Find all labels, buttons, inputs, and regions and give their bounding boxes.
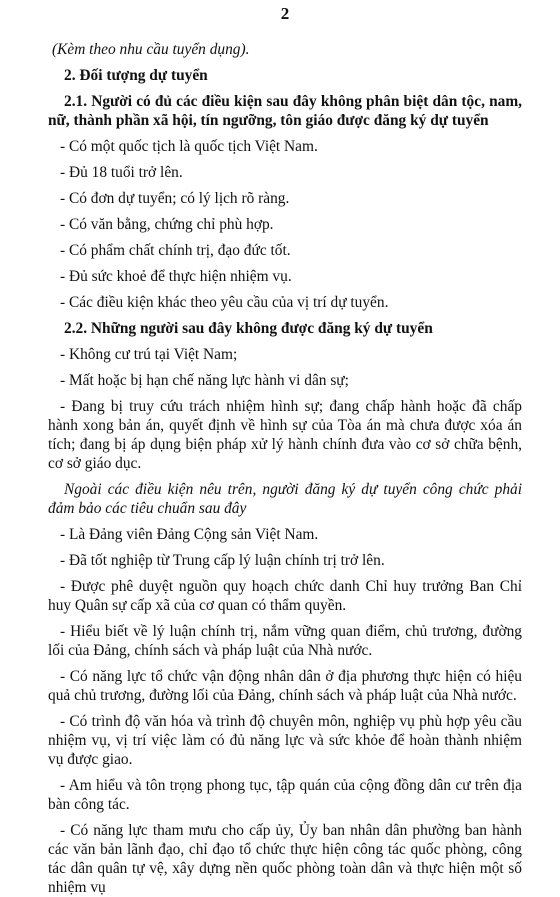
paragraph: Ngoài các điều kiện nêu trên, người đăng ký dự tuyển công chức phải đảm bảo các tiêu chuẩn sau đây: [48, 481, 522, 517]
list-item: - Có phẩm chất chính trị, đạo đức tốt.: [60, 242, 291, 259]
list-item: - Có năng lực tham mưu cho cấp ủy, Ủy ban nhân dân phường ban hành các văn bản lãnh đạo, chỉ đạo tổ chức thực hiện công tác quốc phòng, công tác dân quân tự vệ, xây dựng nền quốc phòng toàn dân và thực hiện một số nhiệm vụ: [48, 822, 522, 896]
list-item: - Có văn bằng, chứng chỉ phù hợp.: [60, 216, 274, 233]
list-item: - Là Đảng viên Đảng Cộng sản Việt Nam.: [60, 526, 319, 543]
subsection-heading: 2.2. Những người sau đây không được đăng ký dự tuyển: [64, 320, 433, 337]
subsection-heading: 2.1. Người có đủ các điều kiện sau đây không phân biệt dân tộc, nam, nữ, thành phần xã hội, tín ngưỡng, tôn giáo được đăng ký dự tuyển: [48, 93, 522, 129]
list-item: - Có đơn dự tuyển; có lý lịch rõ ràng.: [60, 190, 290, 207]
list-item: - Có một quốc tịch là quốc tịch Việt Nam.: [60, 138, 318, 155]
list-item: - Hiểu biết về lý luận chính trị, nắm vững quan điểm, chủ trương, đường lối của Đảng, chính sách và pháp luật của Nhà nước.: [48, 623, 522, 659]
page-number: 2: [280, 4, 290, 23]
list-item: - Đủ 18 tuổi trở lên.: [60, 164, 183, 181]
list-item: - Có năng lực tổ chức vận động nhân dân ở địa phương thực hiện có hiệu quả chủ trương, đường lối của Đảng, chính sách và pháp luật của Nhà nước.: [48, 668, 522, 704]
list-item: - Có trình độ văn hóa và trình độ chuyên môn, nghiệp vụ phù hợp yêu cầu nhiệm vụ, vị trí việc làm có đủ năng lực và sức khỏe để hoàn thành nhiệm vụ được giao.: [48, 713, 522, 768]
list-item: - Đủ sức khoẻ để thực hiện nhiệm vụ.: [60, 268, 292, 285]
list-item: - Đã tốt nghiệp từ Trung cấp lý luận chính trị trở lên.: [60, 552, 385, 569]
list-item: - Đang bị truy cứu trách nhiệm hình sự; đang chấp hành hoặc đã chấp hành xong bản án, quyết định về hình sự của Tòa án mà chưa được xóa án tích; đang bị áp dụng biện pháp xử lý hành chính đưa vào cơ sở chữa bệnh, cơ sở giáo dục.: [48, 398, 522, 472]
list-item: - Các điều kiện khác theo yêu cầu của vị trí dự tuyển.: [60, 294, 389, 311]
list-item: - Am hiểu và tôn trọng phong tục, tập quán của cộng đồng dân cư trên địa bàn công tác.: [48, 777, 522, 813]
list-item: - Mất hoặc bị hạn chế năng lực hành vi dân sự;: [60, 372, 349, 389]
list-item: - Được phê duyệt nguồn quy hoạch chức danh Chỉ huy trưởng Ban Chỉ huy Quân sự cấp xã của cơ quan có thẩm quyền.: [48, 578, 522, 614]
paragraph: (Kèm theo nhu cầu tuyển dụng).: [52, 41, 250, 58]
list-item: - Không cư trú tại Việt Nam;: [60, 346, 238, 363]
section-heading: 2. Đối tượng dự tuyển: [64, 67, 208, 84]
